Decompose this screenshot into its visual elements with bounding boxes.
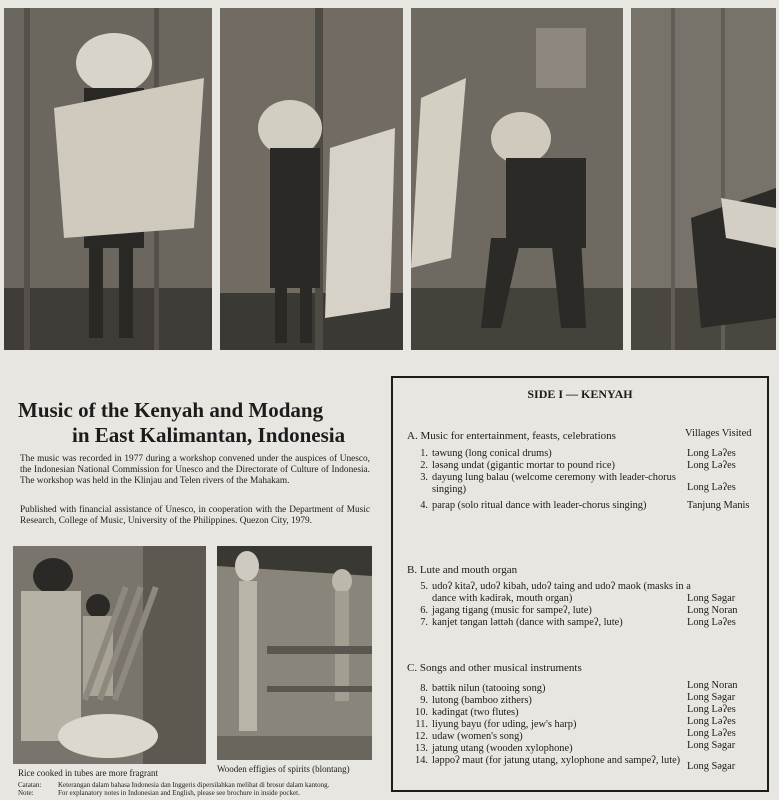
rice-tubes-photo bbox=[13, 546, 206, 764]
footnote bbox=[18, 781, 378, 797]
effigies-caption: Wooden effigies of spirits (blontang) bbox=[217, 764, 350, 774]
note-text: For explanatory notes in Indonesian and English, please see brochure in inside pocket. bbox=[58, 789, 300, 797]
recording-description: The music was recorded in 1977 during a workshop convened under the auspices of Unesco, the Indonesian National Commission for Unesco and the Directorate of Culture of Indonesia. The workshop was held in the Klinjau and Telen rivers of the Mahakam. bbox=[20, 454, 370, 486]
album-title-line-2: in East Kalimantan, Indonesia bbox=[72, 423, 346, 447]
dance-photo-1 bbox=[4, 8, 212, 350]
dance-photo-2 bbox=[220, 8, 403, 350]
album-title-line-1: Music of the Kenyah and Modang bbox=[18, 398, 324, 422]
catatan-label: Catatan: bbox=[18, 781, 42, 789]
wooden-effigies-photo bbox=[217, 546, 372, 760]
track-listing-box: SIDE I — KENYAH A. Music for entertainment, feasts, celebrations Villages Visited 1. təwung (long conical drums) Long Ləʔes 2. ləsəng undat (gigantic mortar to pound rice) Long Ləʔes 3. dayung lung balau (welcome ceremony with leader-chorus singing) Long Ləʔes 4. parap (solo ritual dance with leader-chorus singing) Tanjung Manis B. Lute and mouth organ 5. udoʔ kitaʔ, udoʔ kibah, udoʔ taing and udoʔ maok (masks in a dance with kədirək, mouth organ) Long Səgar 6. jagang tigang (music for sampeʔ, lute) Long Noran 7. kanjet təngan ləttəh (dance with sampeʔ, lute) Long Ləʔes C. Songs and other musical instruments 8. bəttik nilun (tatooing song) Long Noran 9. lutong (bamboo zithers) Long Səgar 10. kədingat (two flutes) Long Ləʔes 11. liyung bayu (for uding, jew's harp) Long Ləʔes 12. udaw (women's song) Long Ləʔes 13. jatung utang (wooden xylophone) Long Səgar 14. ləppoʔ maut (for jatung utang, xylophone and sampeʔ, lute) Long Səgar bbox=[391, 376, 769, 792]
section-a-heading: A. Music for entertainment, feasts, celebrations bbox=[407, 430, 616, 442]
catatan-text: Keterangan dalam bahasa Indonesia dan Inggeris dipersilahkan melihat di brosur dalam kantong. bbox=[58, 781, 330, 789]
album-title bbox=[18, 398, 373, 448]
note-label: Note: bbox=[18, 789, 34, 797]
rice-tubes-caption: Rice cooked in tubes are more fragrant bbox=[18, 768, 158, 778]
villages-visited-header: Villages Visited bbox=[685, 428, 752, 439]
section-c-heading: C. Songs and other musical instruments bbox=[407, 662, 582, 674]
section-b-heading: B. Lute and mouth organ bbox=[407, 564, 518, 576]
dance-photo-3 bbox=[411, 8, 623, 350]
dance-photo-4 bbox=[631, 8, 776, 350]
side-heading: SIDE I — KENYAH bbox=[527, 387, 633, 401]
publication-credit: Published with financial assistance of Unesco, in cooperation with the Department of Music Research, College of Music, University of the Philippines. Quezon City, 1979. bbox=[20, 505, 370, 526]
